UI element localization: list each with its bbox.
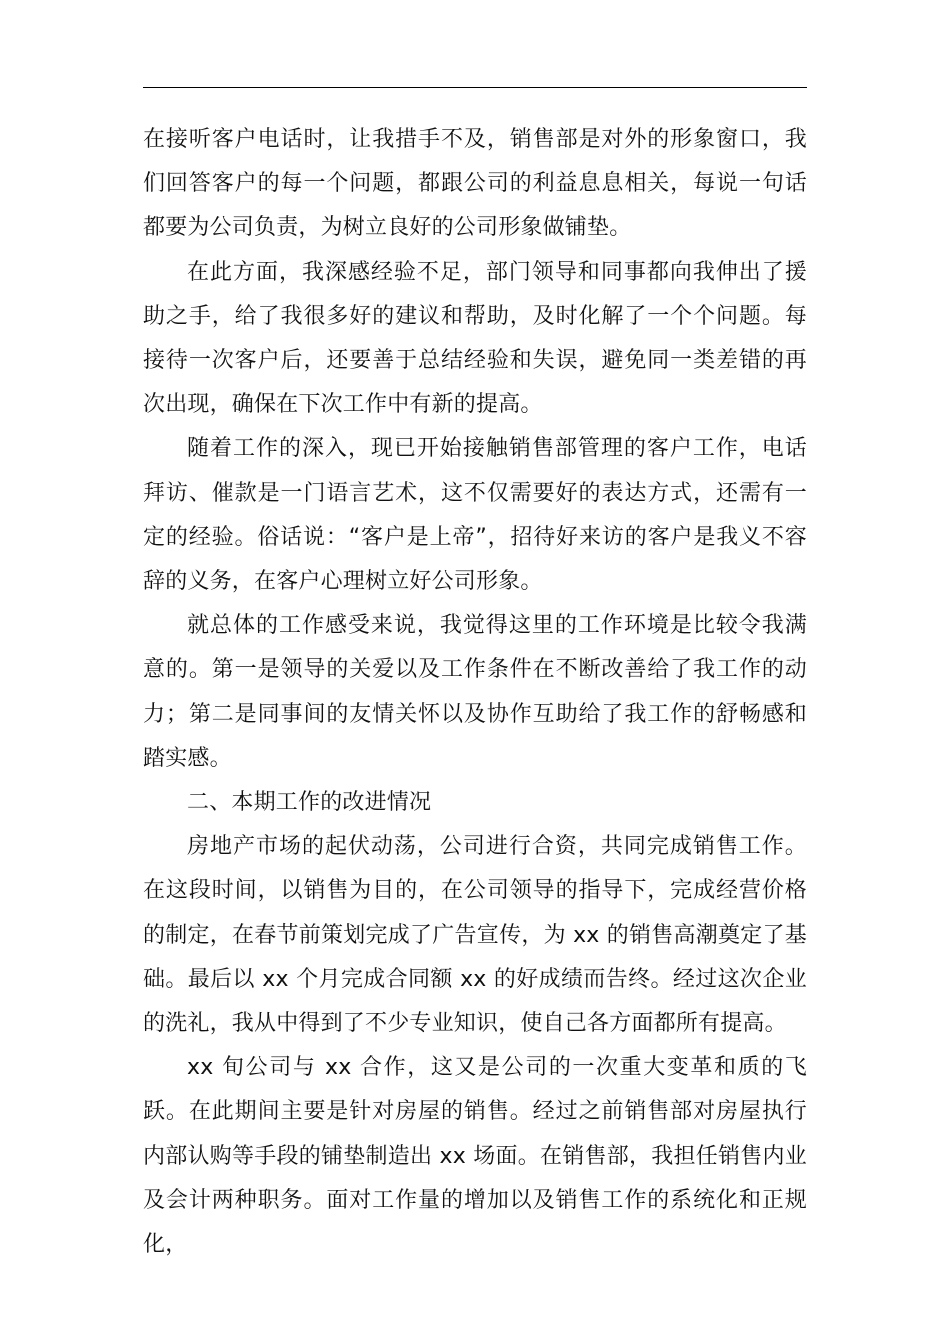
paragraph-2: 在此方面，我深感经验不足，部门领导和同事都向我伸出了援助之手，给了我很多好的建议和帮助，及时化解了一个个问题。每接待一次客户后，还要善于总结经验和失误，避免同一类差错的再次出现，确保在下次工作中有新的提高。 [143, 259, 807, 418]
section-heading: 二、本期工作的改进情况 [187, 790, 432, 816]
paragraph-1: 在接听客户电话时，让我措手不及，销售部是对外的形象窗口，我们回答客户的每一个问题，都跟公司的利益息息相关，每说一句话都要为公司负责，为树立良好的公司形象做铺垫。 [143, 127, 807, 241]
paragraph-5: 房地产市场的起伏动荡，公司进行合资，共同完成销售工作。在这段时间，以销售为目的，在公司领导的指导下，完成经营价格的制定，在春节前策划完成了广告宣传，为 xx 的销售高潮奠定了基础。最后以 xx 个月完成合同额 xx 的好成绩而告终。经过这次企业的洗礼，我从中得到了不少专业知识，使自己各方面都所有提高。 [143, 834, 807, 1037]
paragraph-6: xx 旬公司与 xx 合作，这又是公司的一次重大变革和质的飞跃。在此期间主要是针对房屋的销售。经过之前销售部对房屋执行内部认购等手段的铺垫制造出 xx 场面。在销售部，我担任销售内业及会计两种职务。面对工作量的增加以及销售工作的系统化和正规化， [143, 1055, 807, 1258]
paragraph-4: 就总体的工作感受来说，我觉得这里的工作环境是比较令我满意的。第一是领导的关爱以及工作条件在不断改善给了我工作的动力；第二是同事间的友情关怀以及协作互助给了我工作的舒畅感和踏实感。 [143, 613, 807, 771]
header-rule [143, 87, 807, 88]
body-text [143, 118, 807, 1267]
paragraph-3: 随着工作的深入，现已开始接触销售部管理的客户工作，电话拜访、催款是一门语言艺术，这不仅需要好的表达方式，还需有一定的经验。俗话说：“客户是上帝”，招待好来访的客户是我义不容辞的义务，在客户心理树立好公司形象。 [143, 436, 807, 595]
